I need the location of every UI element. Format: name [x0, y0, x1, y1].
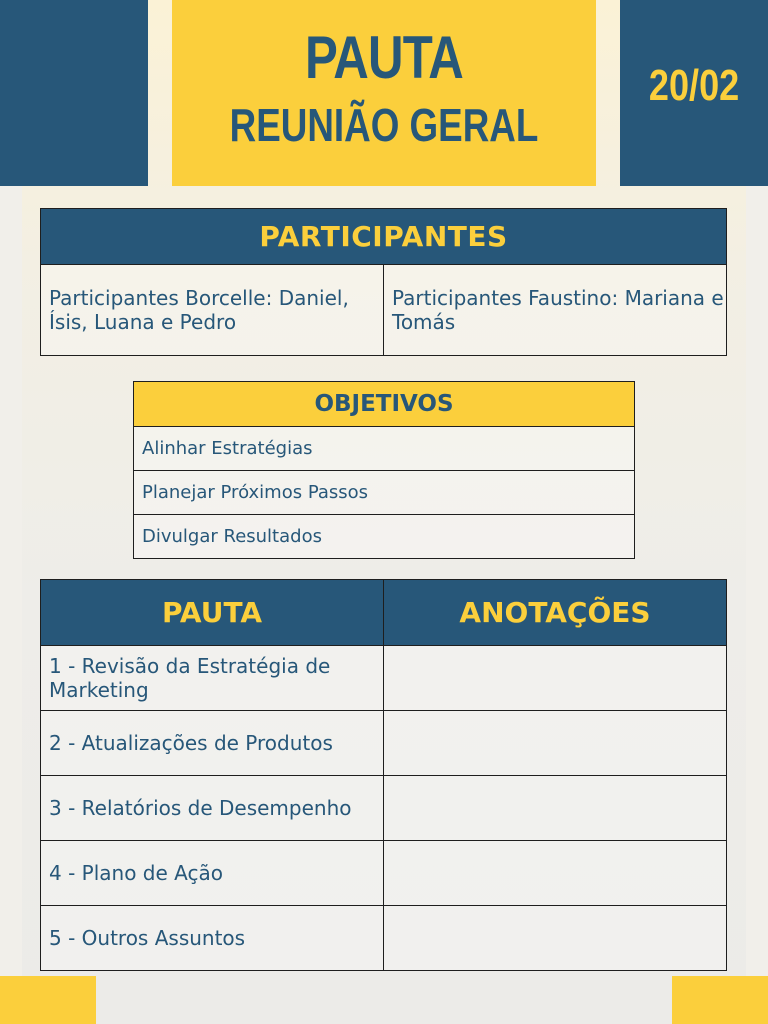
agenda-row	[41, 906, 727, 971]
agenda-topic: 2 - Atualizações de Produtos	[41, 711, 384, 776]
agenda-notes-cell[interactable]	[384, 711, 727, 776]
agenda-topic: 5 - Outros Assuntos	[41, 906, 384, 971]
agenda-topic: 1 - Revisão da Estratégia de Marketing	[41, 646, 384, 711]
agenda-row	[41, 776, 727, 841]
page-subtitle: REUNIÃO GERAL	[229, 99, 539, 151]
meeting-date-text: 20/02	[648, 61, 740, 110]
agenda-row	[41, 841, 727, 906]
participants-faustino: Participantes Faustino: Mariana e Tomás	[384, 265, 727, 356]
agenda-row	[41, 711, 727, 776]
meeting-date	[620, 0, 768, 186]
objectives-table	[133, 381, 635, 559]
objectives-heading: OBJETIVOS	[134, 382, 635, 427]
participants-table	[40, 208, 727, 356]
objective-item: Planejar Próximos Passos	[134, 471, 635, 515]
agenda-topic: 4 - Plano de Ação	[41, 841, 384, 906]
objective-item: Divulgar Resultados	[134, 515, 635, 559]
agenda-notes-cell[interactable]	[384, 906, 727, 971]
agenda-notes-cell[interactable]	[384, 841, 727, 906]
agenda-notes-cell[interactable]	[384, 776, 727, 841]
participants-heading: PARTICIPANTES	[41, 209, 727, 265]
agenda-table	[40, 579, 727, 971]
footer-right-block	[672, 976, 768, 1024]
agenda-topic: 3 - Relatórios de Desempenho	[41, 776, 384, 841]
title-box	[172, 0, 596, 186]
header-left-block	[0, 0, 148, 186]
page-title: PAUTA	[304, 24, 464, 91]
agenda-column-header: PAUTA	[41, 580, 384, 646]
objective-item: Alinhar Estratégias	[134, 427, 635, 471]
agenda-notes-cell[interactable]	[384, 646, 727, 711]
footer-left-block	[0, 976, 96, 1024]
agenda-row	[41, 646, 727, 711]
participants-borcelle: Participantes Borcelle: Daniel, Ísis, Luana e Pedro	[41, 265, 384, 356]
notes-column-header: ANOTAÇÕES	[384, 580, 727, 646]
